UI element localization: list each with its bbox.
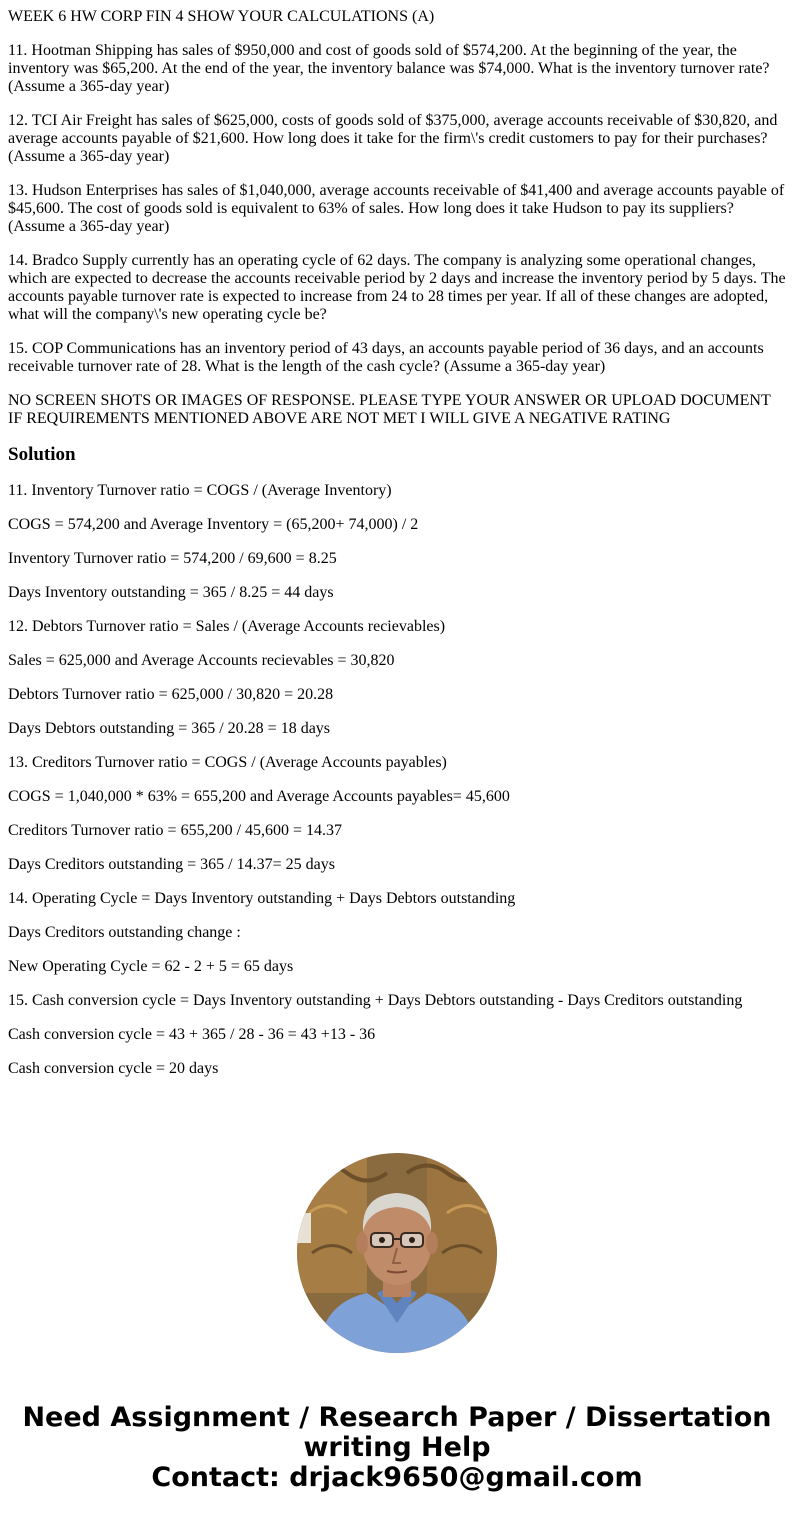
solution-line: 13. Creditors Turnover ratio = COGS / (Average Accounts payables)	[8, 754, 447, 771]
notice-line-1: NO SCREEN SHOTS OR IMAGES OF RESPONSE. PLEASE TYPE YOUR ANSWER OR UPLOAD DOCUMENT	[8, 392, 771, 409]
solution-line: Cash conversion cycle = 20 days	[8, 1060, 219, 1077]
contact-email: Contact: drjack9650@gmail.com	[151, 1462, 643, 1493]
problem-11: 11. Hootman Shipping has sales of $950,000 and cost of goods sold of $574,200. At the beginning of the year, the inventory was $65,200. At the end of the year, the inventory balance was $74,000. What is the inventory turnover rate? (Assume a 365-day year)	[8, 42, 770, 95]
solution-line: 11. Inventory Turnover ratio = COGS / (Average Inventory)	[8, 482, 392, 499]
solution-line: COGS = 1,040,000 * 63% = 655,200 and Average Accounts payables= 45,600	[8, 788, 510, 805]
requirements-notice	[8, 392, 788, 428]
solution-line: Days Debtors outstanding = 365 / 20.28 = 18 days	[8, 720, 331, 737]
problem-12: 12. TCI Air Freight has sales of $625,000, costs of goods sold of $375,000, average accounts receivable of $30,820, and average accounts payable of $21,600. How long does it take for the firm\'s credit customers to pay for their purchases? (Assume a 365-day year)	[8, 112, 778, 165]
problem-15: 15. COP Communications has an inventory period of 43 days, an accounts payable period of 36 days, and an accounts receivable turnover rate of 28. What is the length of the cash cycle? (Assume a 365-day year)	[8, 340, 764, 375]
solution-line: Days Creditors outstanding = 365 / 14.37= 25 days	[8, 856, 335, 873]
banner-line-1: Need Assignment / Research Paper / Dissertation	[22, 1402, 772, 1433]
solution-line: 12. Debtors Turnover ratio = Sales / (Average Accounts recievables)	[8, 618, 446, 635]
solution-line: Creditors Turnover ratio = 655,200 / 45,600 = 14.37	[8, 822, 343, 839]
solution-line: COGS = 574,200 and Average Inventory = (65,200+ 74,000) / 2	[8, 516, 419, 533]
solution-line: 15. Cash conversion cycle = Days Inventory outstanding + Days Debtors outstanding - Days Creditors outstanding	[8, 992, 743, 1009]
solution-line: Inventory Turnover ratio = 574,200 / 69,600 = 8.25	[8, 550, 337, 567]
author-avatar	[297, 1153, 497, 1353]
notice-line-2: IF REQUIREMENTS MENTIONED ABOVE ARE NOT MET I WILL GIVE A NEGATIVE RATING	[8, 410, 671, 427]
solution-line: Days Inventory outstanding = 365 / 8.25 = 44 days	[8, 584, 334, 601]
contact-banner	[0, 1403, 794, 1493]
solution-line: Days Creditors outstanding change :	[8, 924, 241, 941]
problem-13: 13. Hudson Enterprises has sales of $1,040,000, average accounts receivable of $41,400 and average accounts payable of $45,600. The cost of goods sold is equivalent to 63% of sales. How long does it take Hudson to pay its suppliers? (Assume a 365-day year)	[8, 182, 785, 235]
problem-14: 14. Bradco Supply currently has an operating cycle of 62 days. The company is analyzing some operational changes, which are expected to decrease the accounts receivable period by 2 days and increase the inventory period by 5 days. The accounts payable turnover rate is expected to increase from 24 to 28 times per year. If all of these changes are adopted, what will the company\'s new operating cycle be?	[8, 252, 786, 323]
solution-line: Debtors Turnover ratio = 625,000 / 30,820 = 20.28	[8, 686, 334, 703]
solution-heading: Solution	[8, 444, 76, 465]
solution-line: 14. Operating Cycle = Days Inventory outstanding + Days Debtors outstanding	[8, 890, 516, 907]
solution-line: Sales = 625,000 and Average Accounts recievables = 30,820	[8, 652, 395, 669]
solution-line: Cash conversion cycle = 43 + 365 / 28 - 36 = 43 +13 - 36	[8, 1026, 376, 1043]
banner-line-2: writing Help	[303, 1432, 491, 1463]
solution-line: New Operating Cycle = 62 - 2 + 5 = 65 days	[8, 958, 294, 975]
question-title: WEEK 6 HW CORP FIN 4 SHOW YOUR CALCULATIONS (A)	[8, 8, 435, 25]
document-body	[8, 8, 788, 1094]
